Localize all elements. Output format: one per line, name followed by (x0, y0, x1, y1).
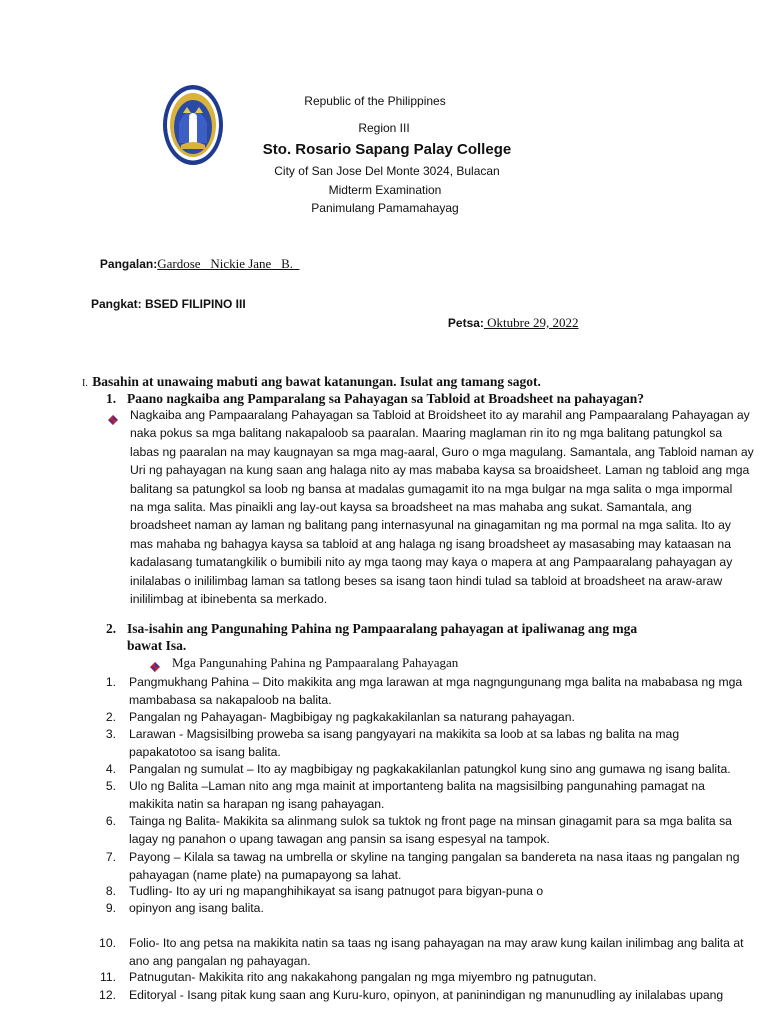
list-item-line: pahayagan (name plate) na pumapayong sa lahat. (129, 867, 402, 882)
header-college-name: Sto. Rosario Sapang Palay College (262, 141, 512, 158)
list-item-line: Folio- Ito ang petsa na makikita natin sa taas ng isang pahayagan na may araw kung kailan inilimbag ang balita at (129, 936, 744, 950)
list-item (129, 778, 705, 813)
list-item-line: Pangalan ng Pahayagan- Magbibigay ng pagkakakilanlan sa naturang pahayagan. (129, 710, 575, 724)
list-item-number: 6. (105, 814, 116, 828)
header-region: Region III (358, 121, 410, 135)
answer-line: mas mahaba ng bahagya kaysa sa tabloid at ang halaga ng isang broadsheet ay masasabing may kataasan na (130, 536, 731, 551)
date-value: Oktubre 29, 2022 (483, 315, 579, 330)
list-item-number: 11. (99, 970, 116, 984)
question-1-answer (130, 406, 768, 608)
list-item-number: 12. (99, 988, 116, 1002)
answer-line: kadalasang tumatangkilik o bumibili nito ay mga taong may kaya o mapera at ang Pampaaralang pahayagan ay (130, 555, 733, 570)
list-item-line: Pangmukhang Pahina – Dito makikita ang mga larawan at mga nagngungunang mga balita na mababasa ng mga (129, 675, 743, 689)
date-field (439, 296, 579, 332)
list-item (129, 674, 742, 709)
list-item (129, 813, 732, 848)
list-item (129, 987, 723, 1005)
header-country: Republic of the Philippines (304, 94, 446, 108)
header-subject: Panimulang Pamamahayag (311, 201, 459, 215)
answer-line: balitang sa patungkol sa loob ng bansa at madalas gumagamit ito na mga bulgar na mga salita o mga impormal (130, 481, 733, 496)
list-item-number: 3. (105, 727, 116, 741)
section-field: Pangkat: BSED FILIPINO III (91, 297, 246, 311)
part-instruction-text: Basahin at unawaing mabuti ang bawat katanungan. Isulat ang tamang sagot. (92, 374, 541, 389)
part-one-instruction (82, 373, 541, 391)
list-item-number: 8. (105, 884, 116, 898)
list-item-line: Patnugutan- Makikita rito ang nakakahong pangalan ng mga miyembro ng patnugutan. (129, 970, 597, 984)
list-item-line: Larawan - Magsisilbing proweba sa isang pangyayari na makikita sa loob at sa labas ng balita na mag (129, 727, 680, 741)
answer-line: inililimbag at ibinebenta sa merkado. (130, 592, 328, 607)
list-item-number: 1. (105, 675, 116, 689)
diamond-bullet-icon (150, 659, 160, 669)
list-item-number: 10. (99, 936, 116, 950)
answer-line: broadsheet naman ay laman ng balitang pang internasyunal na ginagamitan ng ma pormal na mga salita. Ito ay (130, 518, 731, 533)
list-item-number: 7. (105, 850, 116, 864)
answer-line: na mga salita. Mas pinaikli ang lay-out kaysa sa broadsheet na mas mahaba ang sukat. Samantala, ang (130, 500, 692, 515)
list-item (129, 900, 264, 918)
question-2-number: 2. (106, 621, 117, 636)
diamond-bullet-icon (108, 412, 118, 422)
answer-line: labas ng paaralan na may kaugnayan sa mga mag-aaral, Guro o mga magulang. Samantala, ang Tabloid naman ay (130, 444, 754, 459)
list-item (129, 935, 744, 970)
list-item-line: papakatotoo sa isang balita. (129, 744, 281, 759)
header-address: City of San Jose Del Monte 3024, Bulacan (274, 164, 500, 178)
list-item-line: opinyon ang isang balita. (129, 901, 264, 915)
list-item-number: 2. (105, 710, 116, 724)
list-item-line: Editoryal - Isang pitak kung saan ang Kuru-kuro, opinyon, at paninindigan ng manunudling ay inilalabas upang (129, 988, 724, 1002)
question-1-text: Paano nagkaiba ang Pamparalang sa Pahayagan sa Tabloid at Broadsheet na pahayagan? (127, 391, 645, 406)
list-item-line: lagay ng panahon o upang tawagan ang pansin sa isang espesyal na tampok. (129, 831, 550, 846)
list-item-line: ano ang pangalan ng pahayagan. (129, 953, 311, 968)
name-value: Gardose Nickie Jane B. (157, 256, 300, 271)
list-item-number: 9. (105, 901, 116, 915)
answer-line: inilalabas o inililimbag laman sa tatlong beses sa isang taon hindi tulad sa tabloid at broadsheet na araw-araw (130, 573, 723, 588)
answer-line: naka pokus sa mga balitang nakapaloob sa paaralan. Maaring maglaman rin ito ng mga balitang patungkol sa (130, 426, 723, 441)
answer-line: Nagkaiba ang Pampaaralang Pahayagan sa Tabloid at Broidsheet ito ay marahil ang Pampaaralang Pahayagan ay (130, 408, 750, 422)
list-item-number: 5. (105, 779, 116, 793)
answer-line: Uri ng pahayagan na kung saan ang halaga nito ay mas mababa kaysa sa broaidsheet. Laman ng tabloid ang mga (130, 463, 750, 478)
list-item-line: makikita natin sa harapan ng isang pahayagan. (129, 796, 385, 811)
list-item-line: Tainga ng Balita- Makikita sa alinmang sulok sa tuktok ng front page na minsan ginagamit para sa mga balita sa (129, 814, 732, 828)
question-2-subheading: Mga Pangunahing Pahina ng Pampaaralang Pahayagan (172, 655, 459, 670)
list-item (129, 969, 597, 987)
list-item (129, 849, 740, 884)
list-item-line: Payong – Kilala sa tawag na umbrella or skyline na tanging pangalan sa bandereta na nasa itaas ng pangalan ng (129, 850, 740, 864)
list-item-line: Tudling- Ito ay uri ng mapanghihikayat sa isang patnugot para bigyan-puna o (129, 884, 544, 898)
list-item (129, 726, 679, 761)
question-2-line-1: Isa-isahin ang Pangunahing Pahina ng Pampaaralang pahayagan at ipaliwanag ang mga (127, 621, 638, 636)
part-number: I. (82, 378, 88, 389)
name-label: Pangalan: (99, 257, 158, 271)
list-item-number: 4. (105, 762, 116, 776)
list-item (129, 709, 575, 727)
date-label: Petsa: (447, 316, 484, 330)
name-field (91, 237, 300, 273)
list-item (129, 761, 731, 779)
list-item-line: mambabasa sa nakapaloob na balita. (129, 692, 332, 707)
header-exam-title: Midterm Examination (328, 183, 442, 197)
list-item-line: Pangalan ng sumulat – Ito ay magbibigay ng pagkakakilanlan patungkol kung sino ang gumawa ng isang balita. (129, 762, 731, 776)
list-item (129, 883, 543, 901)
question-2-text (127, 620, 637, 654)
list-item-line: Ulo ng Balita –Laman nito ang mga mainit at importanteng balita na magsisilbing pangunahing pamagat na (129, 779, 705, 793)
question-1-number: 1. (106, 391, 117, 406)
question-2-line-2: bawat Isa. (127, 638, 187, 653)
